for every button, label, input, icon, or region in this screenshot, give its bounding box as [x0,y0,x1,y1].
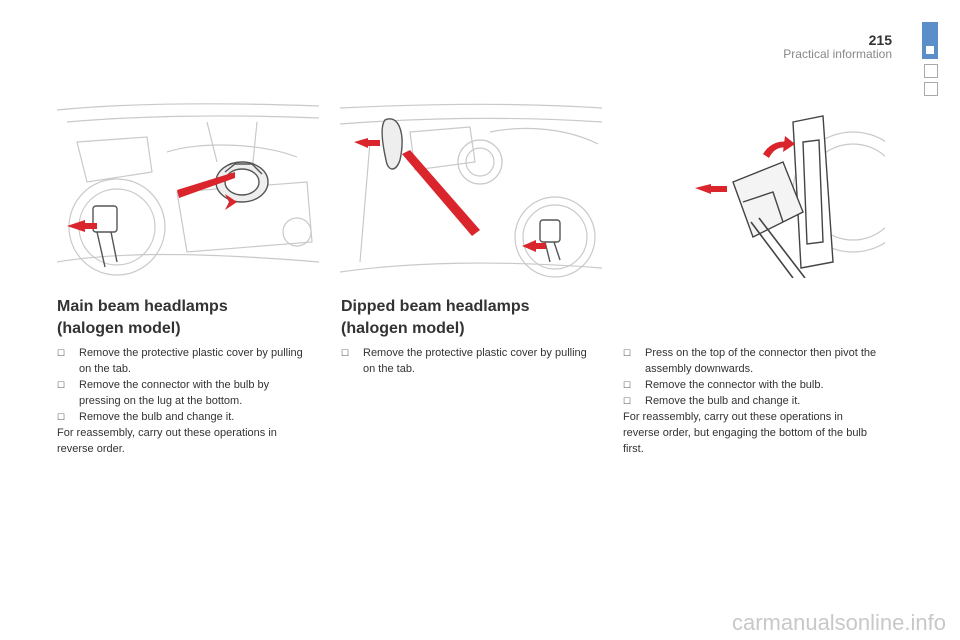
chapter-tab [924,64,938,78]
reassembly-note: For reassembly, carry out these operations in reverse order, but engaging the bottom of the bulb first. [623,411,867,455]
list-item: ☐ Remove the protective plastic cover by pulling on the tab. [341,345,591,377]
connector-closeup-illustration [623,102,885,278]
reassembly-note: For reassembly, carry out these operations in reverse order. [57,427,277,455]
dipped-beam-heading: Dipped beam headlamps (halogen model) [341,298,530,337]
arrow-icon [354,138,546,252]
main-beam-illustration [57,102,319,278]
connector [733,162,803,237]
connector [93,206,117,267]
section-title: Practical information [783,47,892,61]
list-item: ☐ Remove the bulb and change it. [623,393,878,409]
lamp-cover [382,119,402,169]
dipped-beam-illustration [340,102,602,278]
dipped-beam-instructions [341,345,591,377]
connector-instructions [623,345,878,457]
list-item: ☐ Remove the connector with the bulb. [623,377,878,393]
main-beam-heading: Main beam headlamps (halogen model) [57,298,228,337]
list-item: ☐ Remove the protective plastic cover by pulling on the tab. [57,345,307,377]
bulb-holder [793,116,833,268]
list-item: ☐ Remove the bulb and change it. [57,409,307,425]
list-item: ☐ Press on the top of the connector then pivot the assembly downwards. [623,345,878,377]
connector [540,220,560,262]
chapter-tab [924,82,938,96]
list-item: ☐ Remove the connector with the bulb by pressing on the lug at the bottom. [57,377,307,409]
chapter-tab-active [922,22,938,59]
watermark: carmanualsonline.info [731,610,946,635]
main-beam-instructions [57,345,307,457]
lamp-cover [216,162,268,202]
page-number: 215 [868,32,892,48]
